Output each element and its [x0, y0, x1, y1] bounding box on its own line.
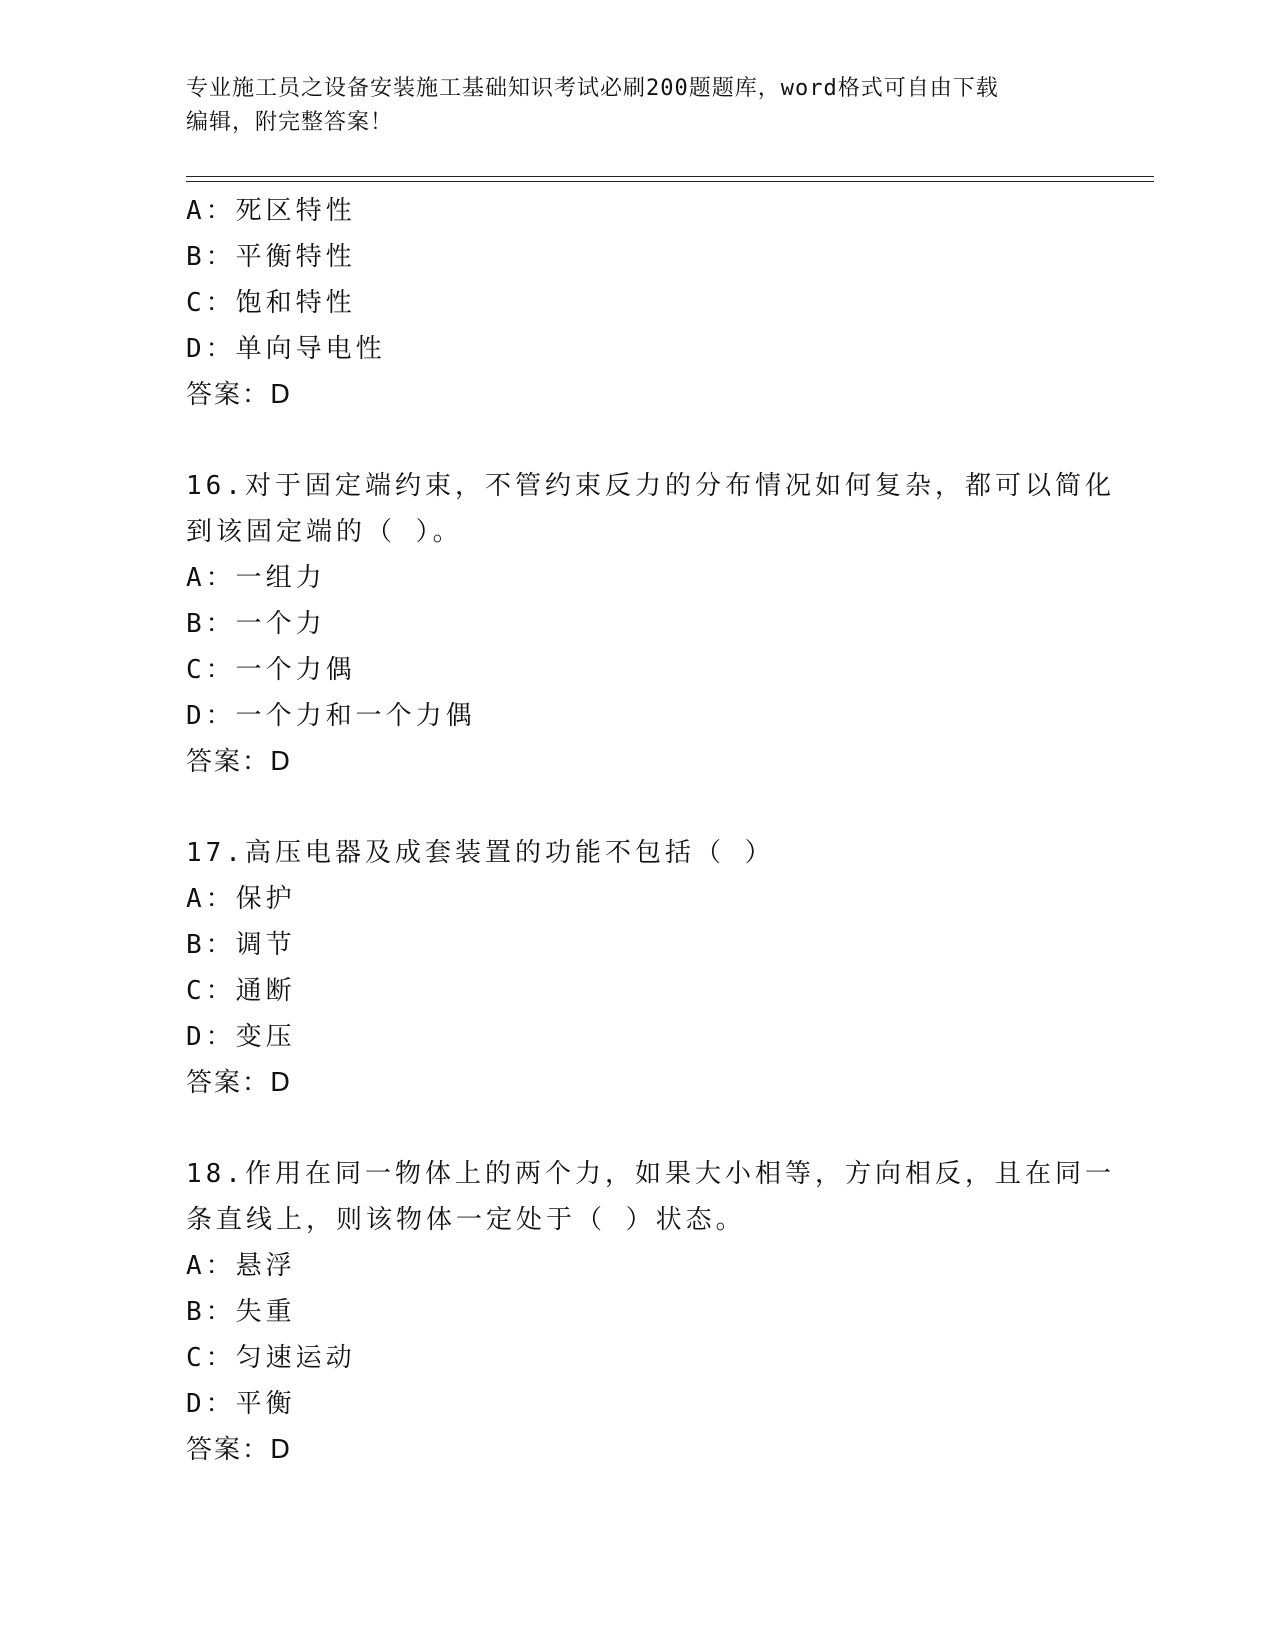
header-title-line-2: 编辑，附完整答案！	[186, 110, 394, 135]
question-list	[186, 188, 1115, 1473]
question-block	[186, 830, 1086, 1106]
question-text-line-1: 16.对于固定端约束，不管约束反力的分布情况如何复杂，都可以简化	[186, 471, 1115, 501]
answer-line: 答案：D	[186, 380, 293, 410]
question-block	[186, 188, 1086, 418]
option-a: A：悬浮	[186, 1251, 296, 1281]
header-divider-bottom	[186, 181, 1154, 182]
question-text-line-2: 到该固定端的（ ）。	[186, 517, 463, 547]
option-a: A：死区特性	[186, 196, 356, 226]
answer-line: 答案：D	[186, 747, 293, 777]
option-c: C：通断	[186, 976, 296, 1006]
option-d: D：变压	[186, 1022, 296, 1052]
option-d: D：平衡	[186, 1389, 296, 1419]
option-b: B：失重	[186, 1297, 296, 1327]
question-text-line-1: 17.高压电器及成套装置的功能不包括（ ）	[186, 838, 775, 868]
question-text-line-1: 18.作用在同一物体上的两个力，如果大小相等，方向相反，且在同一	[186, 1159, 1115, 1189]
header-title-line-1: 专业施工员之设备安装施工基础知识考试必刷200题题库，word格式可自由下载	[186, 76, 999, 101]
document-header	[186, 72, 1086, 140]
answer-line: 答案：D	[186, 1068, 293, 1098]
option-d: D：单向导电性	[186, 334, 386, 364]
option-c: C：饱和特性	[186, 288, 356, 318]
option-b: B：平衡特性	[186, 242, 356, 272]
header-divider-top	[186, 176, 1154, 177]
question-text-line-2: 条直线上，则该物体一定处于（ ）状态。	[186, 1205, 746, 1235]
option-b: B：调节	[186, 930, 296, 960]
question-block	[186, 1151, 1115, 1473]
option-c: C：匀速运动	[186, 1343, 356, 1373]
option-b: B：一个力	[186, 609, 326, 639]
answer-line: 答案：D	[186, 1435, 293, 1465]
option-a: A：一组力	[186, 563, 326, 593]
question-block	[186, 463, 1115, 785]
option-a: A：保护	[186, 884, 296, 914]
option-d: D：一个力和一个力偶	[186, 701, 476, 731]
option-c: C：一个力偶	[186, 655, 356, 685]
